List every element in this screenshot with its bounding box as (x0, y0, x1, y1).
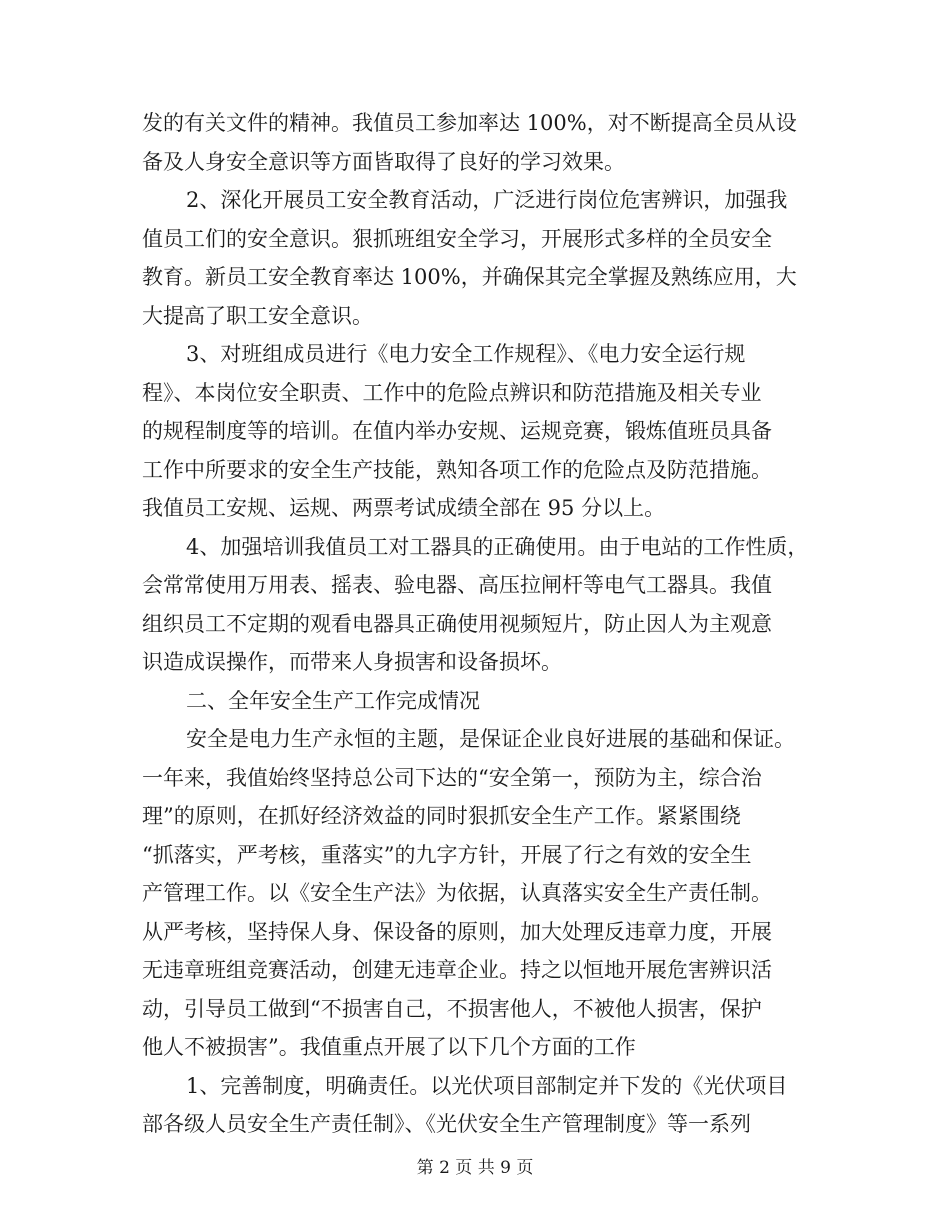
text-line: 程》、本岗位安全职责、工作中的危险点辨识和防范措施及相关专业 (142, 380, 762, 405)
text-line: 部各级人员安全生产责任制》、《光伏安全生产管理制度》等一系列 (142, 1112, 751, 1136)
text-line: 备及人身安全意识等方面皆取得了良好的学习效果。 (142, 149, 625, 174)
text-line: 一年来，我值始终坚持总公司下达的“安全第一，预防为主，综合治 (142, 765, 762, 790)
text-line: 大提高了职工安全意识。 (142, 303, 373, 328)
text-line: 组织员工不定期的观看电器具正确使用视频短片，防止因人为主观意 (142, 611, 772, 636)
text-line: 动，引导员工做到“不损害自己，不损害他人，不被他人损害，保护 (142, 996, 762, 1021)
text-line: 从严考核，坚持保人身、保设备的原则，加大处理反违章力度，开展 (142, 919, 772, 944)
text-line: 会常常使用万用表、摇表、验电器、高压拉闸杆等电气工器具。我值 (142, 573, 772, 597)
section-heading: 二、全年安全生产工作完成情况 (186, 688, 480, 713)
page-number-footer: 第 2 页 共 9 页 (416, 1158, 534, 1178)
text-line: 产管理工作。以《安全生产法》为依据，认真落实安全生产责任制。 (142, 881, 772, 905)
text-line: 识造成误操作，而带来人身损害和设备损坏。 (142, 650, 562, 674)
text-line: 工作中所要求的安全生产技能，熟知各项工作的危险点及防范措施。 (142, 457, 772, 482)
text-line: 的规程制度等的培训。在值内举办安规、运规竞赛，锻炼值班员具备 (142, 419, 772, 443)
text-line: 4、加强培训我值员工对工器具的正确使用。由于电站的工作性质， (186, 534, 809, 559)
text-line: 教育。新员工安全教育率达 100%，并确保其完全掌握及熟练应用，大 (142, 265, 797, 289)
text-line: 值员工们的安全意识。狠抓班组安全学习，开展形式多样的全员安全 (142, 226, 772, 251)
document-body (142, 104, 832, 1144)
text-line: 发的有关文件的精神。我值员工参加率达 100%，对不断提高全员从设 (142, 111, 797, 135)
text-line: “抓落实，严考核，重落实”的九字方针，开展了行之有效的安全生 (142, 842, 752, 867)
text-line: 无违章班组竞赛活动，创建无违章企业。持之以恒地开展危害辨识活 (142, 958, 772, 982)
text-line: 2、深化开展员工安全教育活动，广泛进行岗位危害辨识，加强我 (186, 188, 788, 212)
text-line: 理”的原则，在抓好经济效益的同时狠抓安全生产工作。紧紧围绕 (142, 804, 741, 828)
text-line: 安全是电力生产永恒的主题，是保证企业良好进展的基础和保证。 (186, 727, 795, 751)
text-line: 我值员工安规、运规、两票考试成绩全部在 95 分以上。 (142, 496, 666, 520)
text-line: 3、对班组成员进行《电力安全工作规程》、《电力安全运行规 (186, 342, 746, 366)
text-line: 1、完善制度，明确责任。以光伏项目部制定并下发的《光伏项目 (186, 1073, 788, 1098)
text-line: 他人不被损害”。我值重点开展了以下几个方面的工作 (142, 1035, 636, 1059)
